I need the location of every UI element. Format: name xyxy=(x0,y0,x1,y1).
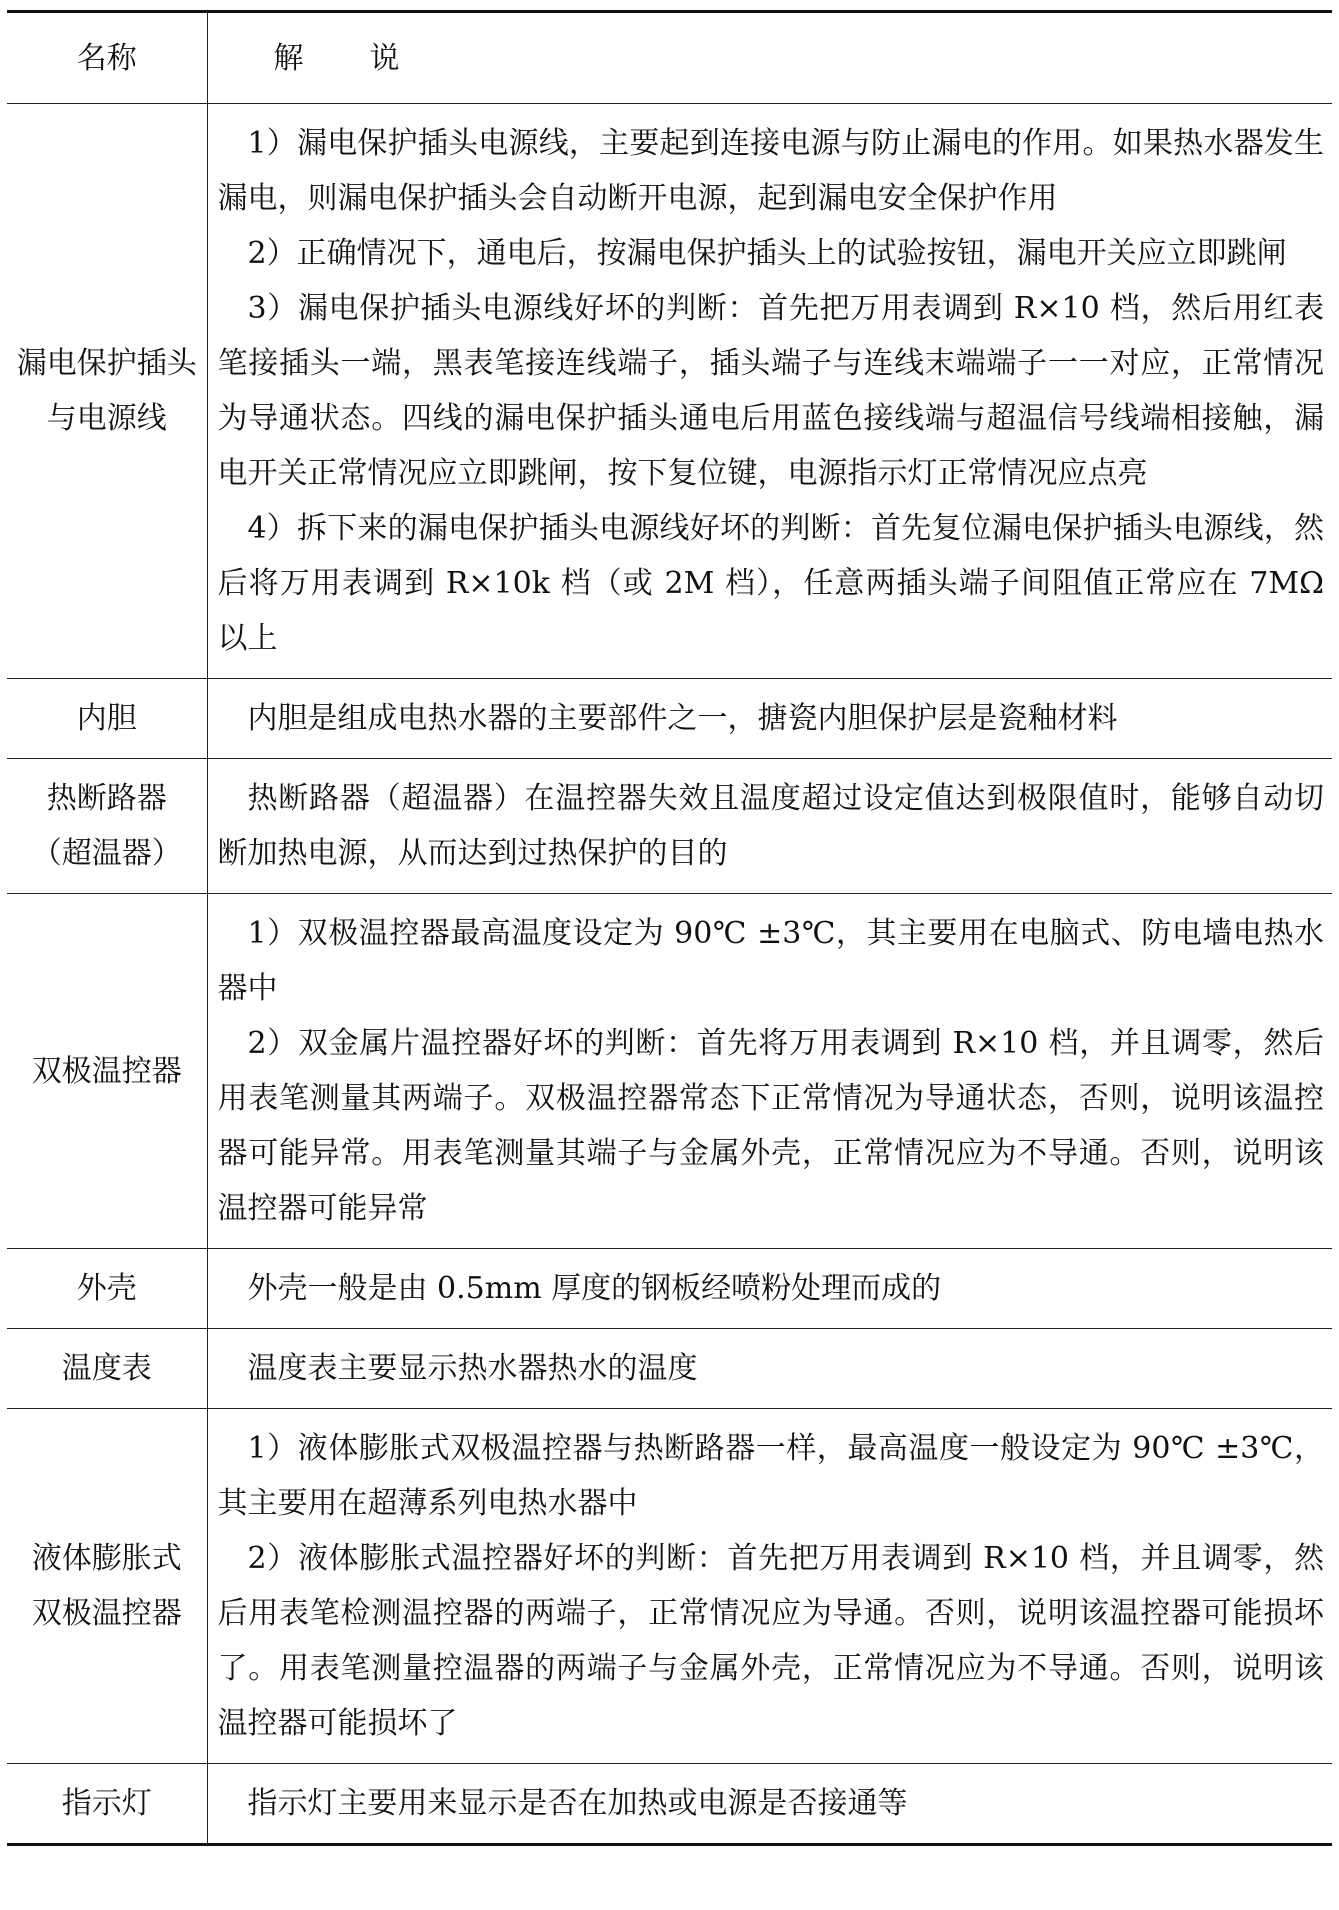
component-name-line: 热断路器 xyxy=(46,781,167,816)
table-row xyxy=(7,1409,1332,1764)
description-paragraph: 2）液体膨胀式温控器好坏的判断：首先把万用表调到 R×10 档，并且调零，然后用表笔检测温控器的两端子，正常情况应为导通。否则，说明该温控器可能损坏了。用表笔测量控温器的两端子与金属外壳，正常情况应为不导通。否则，说明该温控器可能损坏了 xyxy=(217,1541,1324,1741)
table-row xyxy=(7,679,1332,759)
component-description xyxy=(207,759,1332,894)
table-row xyxy=(7,759,1332,894)
component-name xyxy=(7,894,207,1249)
component-description xyxy=(207,1329,1332,1409)
description-paragraph: 4）拆下来的漏电保护插头电源线好坏的判断：首先复位漏电保护插头电源线，然后将万用表调到 R×10k 档（或 2M 档），任意两插头端子间阻值正常应在 7MΩ 以上 xyxy=(217,511,1324,656)
description-paragraph: 温度表主要显示热水器热水的温度 xyxy=(247,1351,698,1386)
description-paragraph: 热断路器（超温器）在温控器失效且温度超过设定值达到极限值时，能够自动切断加热电源，从而达到过热保护的目的 xyxy=(217,781,1324,871)
component-description xyxy=(207,1409,1332,1764)
table-row xyxy=(7,894,1332,1249)
component-description xyxy=(207,1764,1332,1845)
table-row xyxy=(7,1249,1332,1329)
component-name-line: （超温器） xyxy=(31,836,182,871)
component-description xyxy=(207,1249,1332,1329)
component-name xyxy=(7,1409,207,1764)
header-name: 名称 xyxy=(7,12,207,104)
component-description xyxy=(207,104,1332,679)
component-name-line: 与电源线 xyxy=(46,401,167,436)
component-name-line: 指示灯 xyxy=(61,1786,152,1821)
component-description xyxy=(207,894,1332,1249)
description-paragraph: 2）正确情况下，通电后，按漏电保护插头上的试验按钮，漏电开关应立即跳闸 xyxy=(247,236,1287,271)
table-row xyxy=(7,1329,1332,1409)
component-name-line: 温度表 xyxy=(61,1351,152,1386)
component-table xyxy=(7,10,1332,1846)
component-name-line: 漏电保护插头 xyxy=(16,346,197,381)
header-description: 解说 xyxy=(207,12,1332,104)
description-paragraph: 指示灯主要用来显示是否在加热或电源是否接通等 xyxy=(247,1786,908,1821)
component-name-line: 外壳 xyxy=(76,1271,137,1306)
component-name xyxy=(7,679,207,759)
component-name xyxy=(7,1764,207,1845)
component-name xyxy=(7,1329,207,1409)
component-name-line: 液体膨胀式 xyxy=(31,1541,182,1576)
component-name xyxy=(7,104,207,679)
component-name-line: 双极温控器 xyxy=(31,1596,182,1631)
component-name xyxy=(7,759,207,894)
description-paragraph: 内胆是组成电热水器的主要部件之一，搪瓷内胆保护层是瓷釉材料 xyxy=(247,701,1118,736)
description-paragraph: 1）双极温控器最高温度设定为 90℃ ±3℃，其主要用在电脑式、防电墙电热水器中 xyxy=(217,916,1324,1006)
table-body xyxy=(7,104,1332,1845)
header-row xyxy=(7,12,1332,104)
table-row xyxy=(7,104,1332,679)
component-name-line: 内胆 xyxy=(76,701,137,736)
description-paragraph: 外壳一般是由 0.5mm 厚度的钢板经喷粉处理而成的 xyxy=(247,1271,942,1306)
table-row xyxy=(7,1764,1332,1845)
description-paragraph: 1）漏电保护插头电源线，主要起到连接电源与防止漏电的作用。如果热水器发生漏电，则漏电保护插头会自动断开电源，起到漏电安全保护作用 xyxy=(217,126,1324,216)
component-name xyxy=(7,1249,207,1329)
component-description xyxy=(207,679,1332,759)
description-paragraph: 3）漏电保护插头电源线好坏的判断：首先把万用表调到 R×10 档，然后用红表笔接插头一端，黑表笔接连线端子，插头端子与连线末端端子一一对应，正常情况为导通状态。四线的漏电保护插头通电后用蓝色接线端与超温信号线端相接触，漏电开关正常情况应立即跳闸，按下复位键，电源指示灯正常情况应点亮 xyxy=(217,291,1324,491)
component-name-line: 双极温控器 xyxy=(31,1053,182,1089)
description-paragraph: 1）液体膨胀式双极温控器与热断路器一样，最高温度一般设定为 90℃ ±3℃，其主要用在超薄系列电热水器中 xyxy=(217,1431,1324,1521)
description-paragraph: 2）双金属片温控器好坏的判断：首先将万用表调到 R×10 档，并且调零，然后用表笔测量其两端子。双极温控器常态下正常情况为导通状态，否则，说明该温控器可能异常。用表笔测量其端子与金属外壳，正常情况应为不导通。否则，说明该温控器可能异常 xyxy=(217,1026,1324,1226)
